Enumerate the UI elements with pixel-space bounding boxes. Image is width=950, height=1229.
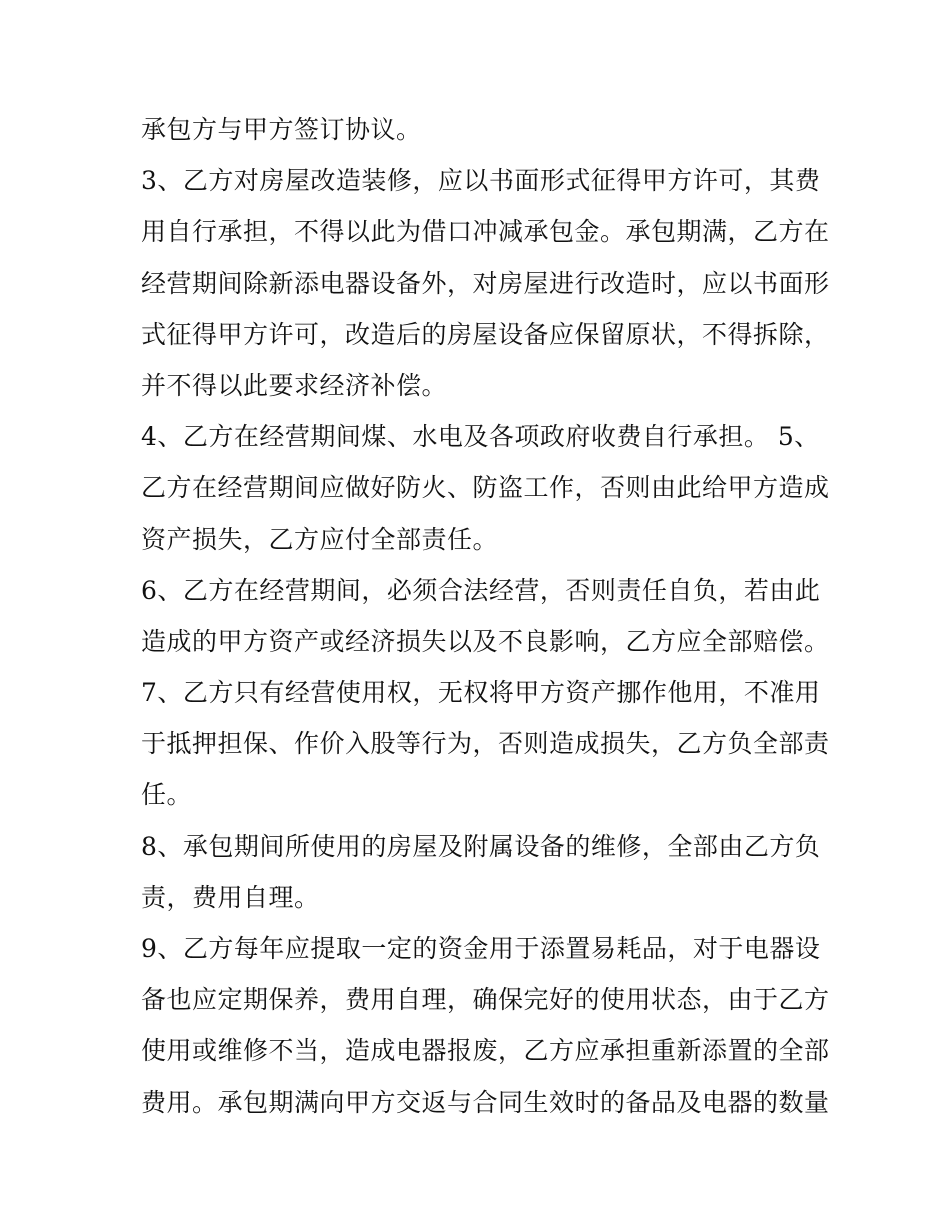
text-line: 3、乙方对房屋改造装修，应以书面形式征得甲方许可，其费 (141, 166, 821, 196)
text-line: 8、承包期间所使用的房屋及附属设备的维修，全部由乙方负 (141, 831, 821, 861)
text-line: 7、乙方只有经营使用权，无权将甲方资产挪作他用，不准用 (141, 678, 821, 708)
text-line: 乙方在经营期间应做好防火、防盗工作，否则由此给甲方造成 (141, 473, 830, 503)
text-line: 费用。承包期满向甲方交返与合同生效时的备品及电器的数量 (141, 1087, 830, 1117)
text-line: 造成的甲方资产或经济损失以及不良影响，乙方应全部赔偿。 (141, 626, 830, 656)
text-line: 备也应定期保养，费用自理，确保完好的使用状态，由于乙方 (141, 985, 830, 1015)
text-line: 式征得甲方许可，改造后的房屋设备应保留原状，不得拆除， (141, 319, 830, 349)
text-line: 责，费用自理。 (141, 882, 320, 912)
text-line: 任。 (141, 780, 193, 810)
text-line: 并不得以此要求经济补偿。 (141, 370, 448, 400)
text-line: 使用或维修不当，造成电器报废，乙方应承担重新添置的全部 (141, 1036, 830, 1066)
text-line: 经营期间除新添电器设备外，对房屋进行改造时，应以书面形 (141, 268, 830, 298)
text-line: 用自行承担，不得以此为借口冲减承包金。承包期满，乙方在 (141, 217, 830, 247)
text-line: 6、乙方在经营期间，必须合法经营，否则责任自负，若由此 (141, 575, 821, 605)
text-line: 承包方与甲方签订协议。 (141, 115, 422, 144)
text-line: 4、乙方在经营期间煤、水电及各项政府收费自行承担。 5、 (141, 422, 820, 452)
contract-text (141, 104, 830, 1128)
text-line: 资产损失，乙方应付全部责任。 (141, 524, 499, 554)
text-line: 于抵押担保、作价入股等行为，否则造成损失，乙方负全部责 (141, 729, 830, 759)
text-line: 9、乙方每年应提取一定的资金用于添置易耗品，对于电器设 (141, 934, 821, 963)
